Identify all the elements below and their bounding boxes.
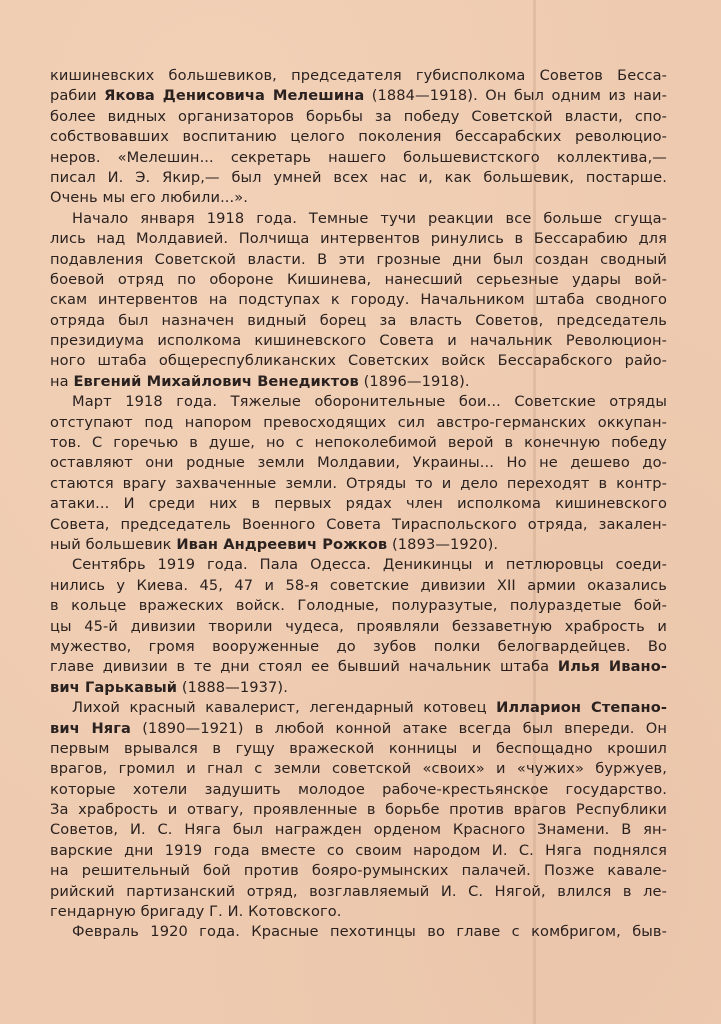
- text-line: [50, 188, 667, 208]
- text-line: [50, 800, 667, 820]
- text-line: [50, 637, 667, 657]
- text-run: Начало января 1918 года. Темные тучи реакции все больше сгуща-: [72, 209, 667, 227]
- text-line: [50, 209, 667, 229]
- text-run: (1893—1920).: [387, 535, 499, 553]
- text-line: [50, 617, 667, 637]
- text-run: в кольце вражеских войск. Голодные, полуразутые, полураздетые бой-: [50, 597, 667, 615]
- text-run: гендарную бригаду Г. И. Котовского.: [50, 903, 342, 921]
- text-line: [50, 392, 667, 412]
- text-line: [50, 494, 667, 514]
- text-run: нились у Киева. 45, 47 и 58-я советские дивизии XII армии оказались: [50, 576, 667, 594]
- text-line: [50, 902, 667, 922]
- text-line: [50, 882, 667, 902]
- text-run: более видных организаторов борьбы за победу Советской власти, спо-: [50, 107, 667, 125]
- text-run: (1896—1918).: [358, 372, 470, 390]
- text-run: ный большевик: [50, 535, 177, 553]
- text-line: [50, 739, 667, 759]
- text-run: цы 45-й дивизии творили чудеса, проявляли беззаветную храбрость и: [50, 617, 667, 635]
- text-run: варские дни 1919 года вместе со своим народом И. С. Няга поднялся: [50, 841, 667, 859]
- text-run: врагов, громил и гнал с земли советской «своих» и «чужих» буржуев,: [50, 760, 667, 778]
- bold-name: вич Гарькавый: [50, 678, 178, 696]
- document-text: [50, 66, 667, 943]
- text-run: главе дивизии в те дни стоял ее бывший начальник штаба: [50, 658, 558, 676]
- text-line: [50, 596, 667, 616]
- text-line: [50, 433, 667, 453]
- text-line: [50, 311, 667, 331]
- text-line: [50, 86, 667, 106]
- text-line: [50, 657, 667, 677]
- text-run: неров. «Мелешин... секретарь нашего большевистского коллектива,—: [50, 148, 667, 166]
- text-line: [50, 922, 667, 942]
- text-run: Лихой красный кавалерист, легендарный котовец: [72, 699, 497, 717]
- text-line: [50, 453, 667, 473]
- text-run: Очень мы его любили...».: [50, 189, 249, 207]
- text-line: [50, 290, 667, 310]
- text-run: За храбрость и отвагу, проявленные в борьбе против врагов Республики: [50, 801, 667, 819]
- text-run: кишиневских большевиков, председателя губисполкома Советов Бесса-: [50, 67, 667, 84]
- text-run: Март 1918 года. Тяжелые оборонительные бои... Советские отряды: [72, 393, 667, 411]
- text-run: рийский партизанский отряд, возглавляемый И. С. Нягой, влился в ле-: [50, 882, 667, 900]
- text-line: [50, 66, 667, 86]
- text-line: [50, 474, 667, 494]
- text-run: рабии: [50, 87, 105, 105]
- text-run: подавления Советской власти. В эти грозные дни был создан сводный: [50, 250, 667, 268]
- text-line: [50, 127, 667, 147]
- text-run: тов. С горечью в душе, но с непоколебимой верой в конечную победу: [50, 434, 667, 452]
- text-line: [50, 780, 667, 800]
- text-run: отряда был назначен видный борец за власть Советов, председатель: [50, 311, 667, 329]
- text-run: атаки... И среди них в первых рядах член исполкома кишиневского: [50, 495, 667, 513]
- text-line: [50, 515, 667, 535]
- text-line: [50, 535, 667, 555]
- bold-name: Илья Ивано-: [557, 658, 667, 676]
- text-run: Февраль 1920 года. Красные пехотинцы во главе с комбригом, быв-: [72, 923, 667, 941]
- bold-name: вич Няга: [50, 719, 131, 737]
- text-line: [50, 351, 667, 371]
- bold-name: Якова Денисовича Мелешина: [104, 87, 365, 105]
- text-run: боевой отряд по обороне Кишинева, нанесший серьезные удары вой-: [50, 270, 667, 288]
- text-run: (1888—1937).: [177, 678, 288, 696]
- text-run: первым врывался в гущу вражеской конницы и беспощадно крошил: [50, 739, 667, 757]
- text-line: [50, 250, 667, 270]
- text-run: (1890—1921) в любой конной атаке всегда был впереди. Он: [130, 719, 667, 737]
- text-line: [50, 413, 667, 433]
- text-run: скам интервентов на подступах к городу. Начальником штаба сводного: [50, 291, 667, 309]
- text-run: Советов, И. С. Няга был награжден орденом Красного Знамени. В ян-: [50, 821, 667, 839]
- text-run: президиума исполкома кишиневского Совета и начальник Революцион-: [50, 332, 667, 350]
- bold-name: Иван Андреевич Рожков: [176, 535, 388, 553]
- text-run: на: [50, 372, 74, 390]
- text-line: [50, 372, 667, 392]
- text-run: собствовавших воспитанию целого поколения бессарабских революцио-: [50, 128, 667, 146]
- text-line: [50, 820, 667, 840]
- text-run: оставляют они родные земли Молдавии, Украины... Но не дешево до-: [50, 454, 667, 472]
- bold-name: Илларион Степано-: [496, 699, 667, 717]
- text-run: (1884—1918). Он был одним из наи-: [364, 87, 667, 105]
- text-line: [50, 759, 667, 779]
- text-line: [50, 270, 667, 290]
- text-run: на решительный бой против бояро-румынских палачей. Позже кавале-: [50, 862, 667, 880]
- bold-name: Евгений Михайлович Венедиктов: [73, 372, 359, 390]
- text-run: которые хотели задушить молодое рабоче-крестьянское государство.: [50, 780, 667, 798]
- text-line: [50, 331, 667, 351]
- text-line: [50, 148, 667, 168]
- text-line: [50, 555, 667, 575]
- text-run: писал И. Э. Якир,— был умней всех нас и, как большевик, постарше.: [50, 168, 667, 186]
- text-run: мужество, громя вооруженные до зубов полки белогвардейцев. Во: [50, 637, 667, 655]
- text-line: [50, 678, 667, 698]
- text-line: [50, 576, 667, 596]
- text-run: отступают под напором превосходящих сил австро-германских оккупан-: [50, 413, 667, 431]
- text-run: Сентябрь 1919 года. Пала Одесса. Деникинцы и петлюровцы соеди-: [72, 556, 667, 574]
- text-line: [50, 841, 667, 861]
- text-run: ного штаба общереспубликанских Советских войск Бессарабского райо-: [50, 352, 667, 370]
- text-line: [50, 168, 667, 188]
- text-line: [50, 229, 667, 249]
- text-line: [50, 107, 667, 127]
- text-line: [50, 698, 667, 718]
- text-line: [50, 719, 667, 739]
- text-line: [50, 861, 667, 881]
- text-run: стаются врагу захваченные земли. Отряды то и дело переходят в контр-: [50, 474, 667, 492]
- text-run: лись над Молдавией. Полчища интервентов ринулись в Бессарабию для: [50, 230, 667, 248]
- text-run: Совета, председатель Военного Совета Тираспольского отряда, закален-: [50, 515, 667, 533]
